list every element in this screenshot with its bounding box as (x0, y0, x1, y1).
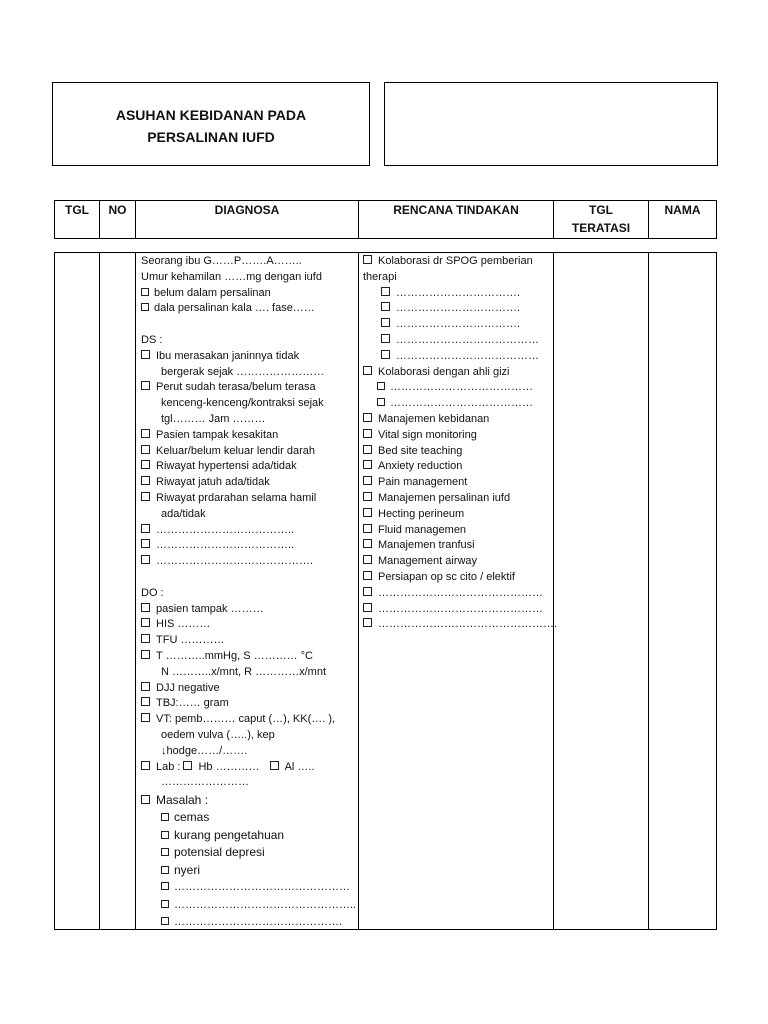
masalah-item (161, 810, 209, 826)
title-line-2: PERSALINAN IUFD (147, 129, 275, 145)
spog-sub-item (381, 349, 539, 365)
checkbox-icon[interactable] (141, 650, 150, 659)
rencana-item-text: Bed site teaching (378, 444, 463, 457)
rencana-item-text: Fluid managemen (378, 523, 467, 536)
ds-item (141, 538, 294, 554)
rencana-item-text: Management airway (378, 555, 478, 568)
do-item-text: TBJ:…… gram (156, 697, 229, 710)
header-nama: NAMA (649, 201, 717, 239)
checkbox-icon[interactable] (141, 350, 150, 359)
diagnosa-intro-line (141, 254, 302, 270)
checkbox-icon[interactable] (363, 603, 372, 612)
gizi-sub-item-text: ………………………………… (390, 381, 533, 394)
ds-item (141, 428, 278, 444)
ds-item (141, 491, 316, 507)
ds-item-text: ……………………………….. (156, 523, 295, 536)
masalah-item (161, 880, 350, 896)
ds-item-text: tgl……… Jam ……… (161, 413, 266, 425)
checkbox-icon[interactable] (381, 318, 390, 327)
masalah-item-text: kurang pengetahuan (174, 827, 285, 842)
masalah-item (161, 828, 284, 844)
cell-diagnosa (136, 253, 359, 930)
checkbox-icon[interactable] (161, 900, 169, 908)
gizi-sub-item-text: ………………………………… (390, 397, 533, 410)
spog-sub-item-text: ……………………………. (396, 302, 521, 315)
rencana-item-text: ……………………………………… (378, 586, 543, 599)
ds-item-text: Perut sudah terasa/belum terasa (156, 381, 316, 394)
header-rencana-tindakan: RENCANA TINDAKAN (359, 201, 554, 239)
checkbox-icon[interactable] (363, 445, 372, 454)
rencana-item (363, 475, 467, 491)
ds-item-text: Riwayat jatuh ada/tidak (156, 476, 270, 489)
do-item-text: VT: pemb……… caput (…), KK(…. ), (156, 713, 336, 726)
title-box (52, 82, 370, 166)
checkbox-icon[interactable] (161, 866, 169, 874)
checkbox-icon[interactable] (183, 761, 192, 770)
status-option-text: dala persalinan kala …. fase…… (154, 302, 315, 315)
lab-hb: Hb ………… (198, 760, 260, 773)
rencana-item-text: Manajemen persalinan iufd (378, 492, 511, 504)
lab-al: Al ….. (284, 760, 315, 773)
checkbox-icon[interactable] (363, 524, 372, 533)
do-item-text: Lab : (156, 760, 181, 773)
checkbox-icon[interactable] (141, 429, 150, 438)
checkbox-icon[interactable] (141, 524, 150, 533)
rencana-item-text: Persiapan op sc cito / elektif (378, 571, 515, 583)
header-diagnosa: DIAGNOSA (136, 201, 359, 239)
do-item (141, 696, 229, 712)
rencana-item (363, 602, 543, 618)
ds-item (141, 554, 313, 570)
checkbox-icon[interactable] (270, 761, 279, 770)
gizi-sub-item (377, 380, 533, 396)
checkbox-icon[interactable] (141, 303, 149, 311)
masalah-label (141, 793, 208, 809)
ds-item-text: ada/tidak (161, 507, 206, 520)
status-option (141, 286, 271, 302)
ds-item (141, 459, 297, 475)
header-tgl-teratasi-line1: TGL (589, 203, 613, 217)
spog-sub-item-text: ……………………………. (396, 318, 521, 331)
do-item-text: DJJ negative (156, 681, 220, 694)
checkbox-icon[interactable] (141, 603, 150, 612)
do-item-text: N ………..x/mnt, R …………x/mnt (161, 665, 327, 678)
masalah-item-text: ………………………………………….. (174, 898, 357, 911)
do-item-text: …………………… (161, 776, 249, 789)
checkbox-icon[interactable] (363, 508, 372, 517)
ds-item-text: kenceng-kenceng/kontraksi sejak (161, 397, 324, 410)
cell-rencana (359, 253, 558, 930)
checkbox-icon[interactable] (381, 350, 390, 359)
do-item-text: HIS ……… (156, 618, 211, 631)
ds-item-text: Riwayat prdarahan selama hamil (156, 492, 317, 504)
do-item (161, 728, 275, 744)
rencana-item-text: Hecting perineum (378, 507, 465, 520)
spog-sub-item-text: ………………………………… (396, 349, 539, 362)
rencana-item (363, 586, 543, 602)
header-tgl-teratasi-line2: TERATASI (571, 221, 631, 235)
ds-label (141, 333, 162, 349)
ds-item-text: ……………………………………. (156, 555, 314, 568)
ds-item (141, 475, 270, 491)
header-table (54, 200, 717, 239)
checkbox-icon[interactable] (363, 539, 372, 548)
ds-item (141, 523, 294, 539)
rencana-item-text: Manajemen tranfusi (378, 539, 475, 552)
header-no: NO (100, 201, 136, 239)
ds-item (161, 412, 266, 428)
checkbox-icon[interactable] (141, 460, 150, 469)
do-item (161, 665, 326, 681)
rencana-item (363, 617, 557, 633)
checkbox-icon[interactable] (161, 848, 169, 856)
checkbox-icon[interactable] (141, 795, 150, 804)
checkbox-icon[interactable] (363, 618, 372, 627)
do-item (141, 602, 264, 618)
cell-tgl[interactable] (55, 253, 100, 930)
do-item-text: ↓hodge……/……. (161, 744, 248, 757)
rencana-item-text: Anxiety reduction (378, 460, 463, 473)
do-item (141, 712, 335, 728)
kolaborasi-spog (363, 254, 533, 270)
spog-sub-item (381, 301, 520, 317)
gizi-sub-item (377, 396, 533, 412)
masalah-item-text: ………………………………………. (174, 916, 343, 929)
do-item (141, 760, 315, 776)
rencana-item-text: ……………………………………… (378, 602, 543, 615)
do-label-text: DO : (141, 586, 164, 599)
rencana-item (363, 507, 464, 523)
checkbox-icon[interactable] (141, 476, 150, 485)
rencana-item (363, 444, 462, 460)
checkbox-icon[interactable] (363, 429, 372, 438)
checkbox-icon[interactable] (141, 492, 150, 501)
masalah-item (161, 915, 342, 931)
header-tgl: TGL (55, 201, 100, 239)
cell-nama[interactable] (649, 253, 717, 930)
diagnosa-intro-line-text: Umur kehamilan ……mg dengan iufd (141, 270, 322, 283)
kolaborasi-gizi-text: Kolaborasi dengan ahli gizi (378, 365, 510, 378)
masalah-item-text: cemas (174, 810, 210, 825)
ds-item (161, 507, 206, 523)
rencana-item (363, 523, 466, 539)
spog-sub-item-text: ………………………………… (396, 334, 539, 346)
masalah-item-text: ………………………………………… (174, 881, 350, 894)
ds-item (161, 396, 324, 412)
checkbox-icon[interactable] (363, 555, 372, 564)
checkbox-icon[interactable] (381, 287, 390, 296)
diagnosa-intro-line (141, 270, 322, 286)
do-label (141, 586, 164, 602)
checkbox-icon[interactable] (141, 555, 150, 564)
checkbox-icon[interactable] (161, 831, 169, 839)
ds-item (141, 380, 316, 396)
spog-sub-item (381, 286, 520, 302)
rencana-item-text: Vital sign monitoring (378, 428, 477, 441)
checkbox-icon[interactable] (381, 334, 390, 343)
checkbox-icon[interactable] (363, 366, 372, 375)
kolaborasi-spog-text: Kolaborasi dr SPOG pemberian (378, 255, 533, 267)
do-item (141, 681, 220, 697)
masalah-item (161, 898, 356, 914)
kolaborasi-spog-text: therapi (363, 270, 397, 283)
header-tgl-teratasi (554, 201, 649, 239)
checkbox-icon[interactable] (141, 288, 149, 296)
spog-sub-item-text: ……………………………. (396, 286, 521, 299)
checkbox-icon[interactable] (141, 713, 150, 722)
rencana-item (363, 412, 489, 428)
do-item (161, 775, 249, 791)
spog-sub-item (381, 333, 539, 349)
masalah-label-text: Masalah : (156, 793, 209, 808)
rencana-item-text: …………………………………………. (378, 618, 558, 631)
checkbox-icon[interactable] (377, 382, 385, 390)
kolaborasi-spog (363, 270, 397, 286)
diagnosa-intro-line-text: Seorang ibu G……P…….A…….. (141, 255, 302, 267)
spog-sub-item (381, 317, 520, 333)
kolaborasi-gizi (363, 365, 509, 381)
rencana-item-text: Manajemen kebidanan (378, 413, 490, 425)
checkbox-icon[interactable] (363, 413, 372, 422)
do-item-text: T ………..mmHg, S ………… °C (156, 650, 313, 662)
checkbox-icon[interactable] (141, 445, 150, 454)
ds-item-text: Keluar/belum keluar lendir darah (156, 444, 315, 457)
ds-item-text: Ibu merasakan janinnya tidak (156, 349, 300, 362)
do-item (141, 617, 210, 633)
checkbox-icon[interactable] (141, 634, 150, 643)
checkbox-icon[interactable] (161, 917, 169, 925)
rencana-item (363, 554, 477, 570)
cell-no[interactable] (100, 253, 136, 930)
masalah-item-text: nyeri (174, 862, 201, 877)
rencana-item (363, 428, 477, 444)
ds-item-text: Riwayat hypertensi ada/tidak (156, 460, 297, 473)
ds-item-text: Pasien tampak kesakitan (156, 428, 279, 441)
status-option-text: belum dalam persalinan (154, 286, 271, 299)
checkbox-icon[interactable] (141, 682, 150, 691)
do-item-text: TFU ………… (156, 634, 225, 647)
rencana-item (363, 538, 475, 554)
do-item (141, 633, 224, 649)
masalah-item (161, 845, 265, 861)
do-item-text: pasien tampak ……… (156, 602, 264, 615)
checkbox-icon[interactable] (141, 618, 150, 627)
checkbox-icon[interactable] (363, 255, 372, 264)
checkbox-icon[interactable] (363, 460, 372, 469)
rencana-item (363, 570, 515, 586)
ds-item (141, 349, 299, 365)
cell-tgl-teratasi[interactable] (554, 253, 649, 930)
do-item (161, 744, 247, 760)
checkbox-icon[interactable] (363, 476, 372, 485)
do-item (141, 649, 313, 665)
checkbox-icon[interactable] (141, 539, 150, 548)
title-line-1: ASUHAN KEBIDANAN PADA (115, 107, 307, 123)
checkbox-icon[interactable] (363, 587, 372, 596)
checkbox-icon[interactable] (363, 571, 372, 580)
do-item-text: oedem vulva (…..), kep (161, 729, 275, 741)
masalah-item-text: potensial depresi (174, 845, 265, 860)
ds-item (161, 365, 324, 381)
rencana-item (363, 459, 462, 475)
body-table (54, 252, 717, 930)
status-option (141, 301, 315, 317)
ds-item (141, 444, 315, 460)
title-right-box (384, 82, 718, 166)
checkbox-icon[interactable] (377, 398, 385, 406)
checkbox-icon[interactable] (141, 761, 150, 770)
rencana-item-text: Pain management (378, 476, 468, 489)
checkbox-icon[interactable] (363, 492, 372, 501)
checkbox-icon[interactable] (141, 381, 150, 390)
masalah-item (161, 863, 200, 879)
ds-item-text: bergerak sejak …………………… (161, 365, 325, 378)
checkbox-icon[interactable] (161, 882, 169, 890)
ds-label-text: DS : (141, 334, 163, 346)
checkbox-icon[interactable] (141, 697, 150, 706)
ds-item-text: ……………………………….. (156, 539, 295, 552)
checkbox-icon[interactable] (161, 813, 169, 821)
rencana-item (363, 491, 510, 507)
checkbox-icon[interactable] (381, 302, 390, 311)
